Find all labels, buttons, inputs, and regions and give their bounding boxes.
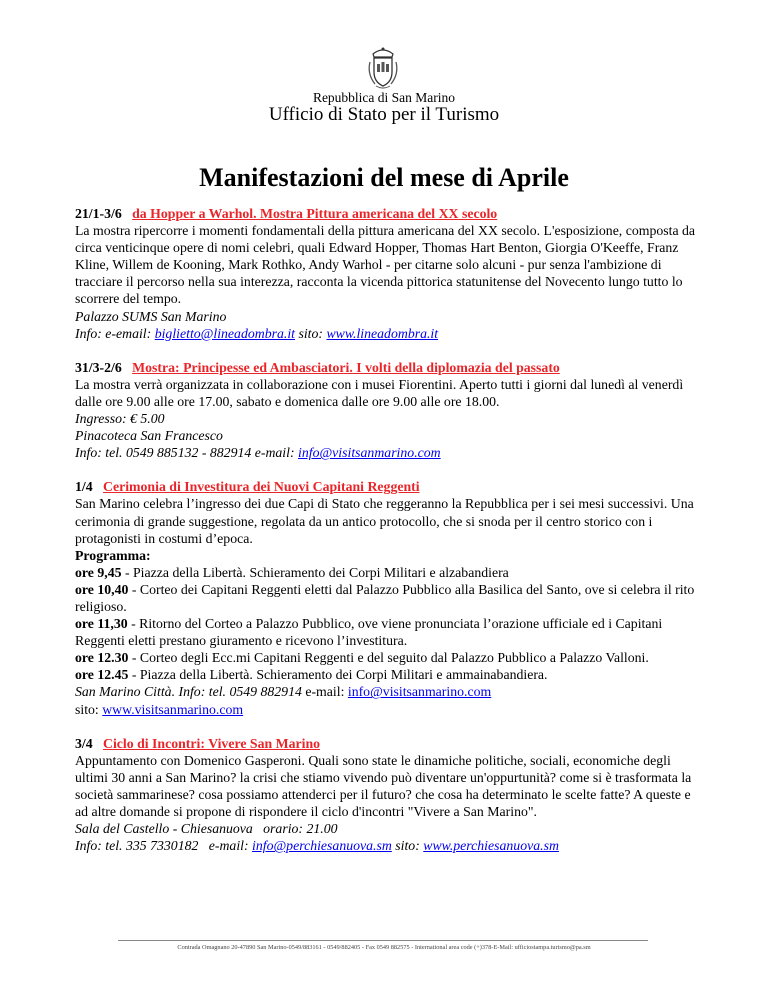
event-title: Cerimonia di Investitura dei Nuovi Capitani Reggenti bbox=[103, 479, 420, 495]
event-date: 21/1-3/6 bbox=[75, 206, 122, 221]
info-label: Info: tel. 0549 885132 - 882914 e-mail: bbox=[75, 445, 299, 461]
programma-text: - Corteo dei Capitani Reggenti eletti dal Palazzo Pubblico alla Basilica del Santo, ove si celebra il rito religioso. bbox=[75, 581, 695, 614]
email-link[interactable]: info@visitsanmarino.com bbox=[347, 684, 492, 700]
event-vivere-san-marino bbox=[75, 735, 697, 855]
site-label: sito: bbox=[295, 325, 327, 341]
events-list bbox=[75, 205, 697, 871]
event-heading bbox=[75, 205, 697, 222]
programma-time: ore 12.30 bbox=[75, 650, 129, 666]
san-marino-crest-logo bbox=[365, 44, 401, 90]
event-venue: Palazzo SUMS San Marino bbox=[75, 308, 227, 324]
programma-text: - Piazza della Libertà. Schieramento dei Corpi Militari e ammainabandiera. bbox=[128, 667, 548, 683]
programma-time: ore 12.45 bbox=[75, 667, 129, 683]
event-heading bbox=[75, 735, 697, 752]
website-link[interactable]: www.perchiesanuova.sm bbox=[423, 838, 559, 854]
event-venue: Pinacoteca San Francesco bbox=[75, 428, 223, 444]
email-link[interactable]: info@visitsanmarino.com bbox=[298, 445, 441, 461]
event-info bbox=[75, 837, 697, 854]
event-heading bbox=[75, 359, 697, 376]
event-title: Mostra: Principesse ed Ambasciatori. I volti della diplomazia del passato bbox=[132, 359, 560, 375]
website-link[interactable]: www.visitsanmarino.com bbox=[102, 701, 244, 717]
event-venue: Sala del Castello - Chiesanuova orario: 21.00 bbox=[75, 821, 338, 837]
event-cerimonia-investitura bbox=[75, 478, 697, 717]
page-title: Manifestazioni del mese di Aprile bbox=[199, 163, 569, 192]
website-link[interactable]: www.lineadombra.it bbox=[326, 325, 439, 341]
programma-text: - Ritorno del Corteo a Palazzo Pubblico, ove viene pronunciata l’orazione ufficiale ed i Capitani Reggenti eletti prestano giuramento e ricevono l’investitura. bbox=[75, 616, 663, 649]
programma-text: - Corteo degli Ecc.mi Capitani Reggenti e del seguito dal Palazzo Pubblico a Palazzo Valloni. bbox=[128, 650, 649, 666]
event-description: La mostra verrà organizzata in collaborazione con i musei Fiorentini. Aperto tutti i giorni dal lunedì al venerdì dalle ore 9.00 alle ore 17.00, sabato e domenica dalle ore 9.00 alle ore 18.00. bbox=[75, 376, 684, 409]
info-label: San Marino Città. Info: tel. 0549 882914 bbox=[75, 684, 302, 700]
event-title: da Hopper a Warhol. Mostra Pittura americana del XX secolo bbox=[132, 206, 498, 221]
footer-divider bbox=[118, 940, 648, 941]
event-info bbox=[75, 683, 697, 700]
email-label: e-mail: bbox=[301, 684, 348, 700]
event-ingresso: Ingresso: € 5.00 bbox=[75, 411, 165, 427]
site-label: sito: bbox=[75, 701, 103, 717]
programma-item bbox=[75, 649, 697, 666]
republic-name: Repubblica di San Marino bbox=[312, 90, 456, 105]
email-link[interactable]: biglietto@lineadombra.it bbox=[154, 325, 295, 341]
programma-item bbox=[75, 581, 697, 615]
event-title: Ciclo di Incontri: Vivere San Marino bbox=[103, 735, 321, 751]
info-label: Info: tel. 335 7330182 e-mail: bbox=[75, 838, 253, 854]
event-description: La mostra ripercorre i momenti fondamentali della pittura americana del XX secolo. L'esposizione, composta da circa venticinque opere di nomi celebri, quali Edward Hopper, Thomas Hart Benton, Giorgia O'Keeffe, Franz Kline, Willem de Kooning, Mark Rothko, Andy Warhol - per citarne solo alcuni - pur senza l'ambizione di tracciare il percorso nella sua interezza, racconta la vicenda pittorica statunitense del Novecento lungo tutto lo scorrere del tempo. bbox=[75, 223, 696, 307]
event-principesse-ambasciatori bbox=[75, 359, 697, 462]
info-label: Info: e-email: bbox=[75, 325, 155, 341]
footer-contact: Contrada Omagnano 20-47890 San Marino-0549/883161 - 0549/882405 - Fax 0549 882575 - International area code (+)378-E-Mail: ufficiostampa.turismo@pa.sm bbox=[177, 944, 591, 951]
programma-time: ore 9,45 bbox=[75, 564, 122, 580]
event-date: 31/3-2/6 bbox=[75, 359, 122, 375]
event-description: San Marino celebra l’ingresso dei due Capi di Stato che reggeranno la Repubblica per i sei mesi successivi. Una cerimonia di grande suggestione, regolata da un antico protocollo, che si snoda per il centro storico con i protagonisti in costumi d’epoca. bbox=[75, 496, 694, 546]
event-date: 3/4 bbox=[75, 735, 93, 751]
programma-time: ore 10,40 bbox=[75, 581, 129, 597]
programma-item bbox=[75, 666, 697, 683]
event-info bbox=[75, 444, 697, 461]
event-info bbox=[75, 325, 697, 342]
programma-item bbox=[75, 564, 697, 581]
event-description: Appuntamento con Domenico Gasperoni. Quali sono state le dinamiche politiche, sociali, economiche degli ultimi 30 anni a San Marino? la crisi che stiamo vivendo può diventare un'oppurtunità? come si è trasformata la società sammarinese? cosa possiamo attenderci per il futuro? che cosa ha determinato le scelte fatte? A queste e ad altre domande si propone di rispondere il ciclo d'incontri "Vivere a San Marino". bbox=[75, 752, 692, 819]
event-date: 1/4 bbox=[75, 479, 93, 495]
programma-item bbox=[75, 615, 697, 649]
programma-time: ore 11,30 bbox=[75, 616, 128, 632]
event-hopper-warhol bbox=[75, 205, 697, 342]
office-name: Ufficio di Stato per il Turismo bbox=[268, 104, 500, 125]
event-heading bbox=[75, 478, 697, 495]
event-site bbox=[75, 701, 697, 718]
site-label: sito: bbox=[391, 838, 424, 854]
programma-label: Programma: bbox=[75, 547, 151, 563]
email-link[interactable]: info@perchiesanuova.sm bbox=[252, 838, 392, 854]
programma-text: - Piazza della Libertà. Schieramento dei Corpi Militari e alzabandiera bbox=[121, 564, 509, 580]
